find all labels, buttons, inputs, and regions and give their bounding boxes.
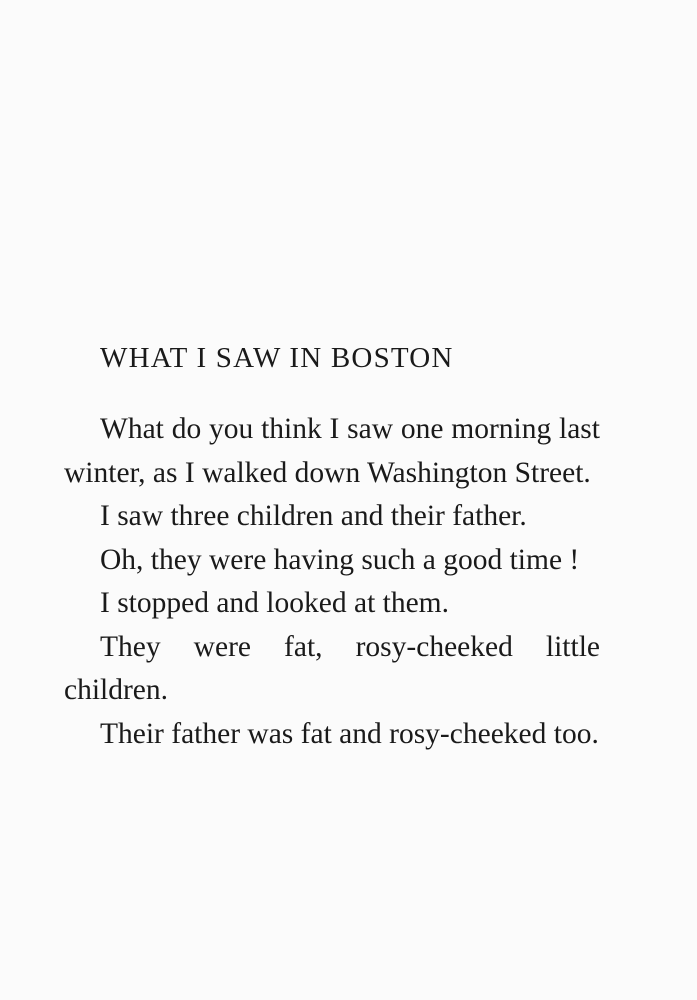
- body-text: [64, 408, 600, 756]
- paragraph-6: Their father was fat and rosy-cheeked too.: [100, 717, 599, 750]
- chapter-title: WHAT I SAW IN BOSTON: [100, 342, 454, 374]
- paragraph-5: They were fat, rosy-cheeked little children.: [64, 630, 600, 706]
- paragraph-1: What do you think I saw one morning last winter, as I walked down Washington Street.: [64, 413, 600, 489]
- paragraph-4: I stopped and looked at them.: [100, 587, 450, 619]
- paragraph-3: Oh, they were having such a good time !: [100, 543, 580, 576]
- paragraph-2: I saw three children and their father.: [100, 500, 527, 532]
